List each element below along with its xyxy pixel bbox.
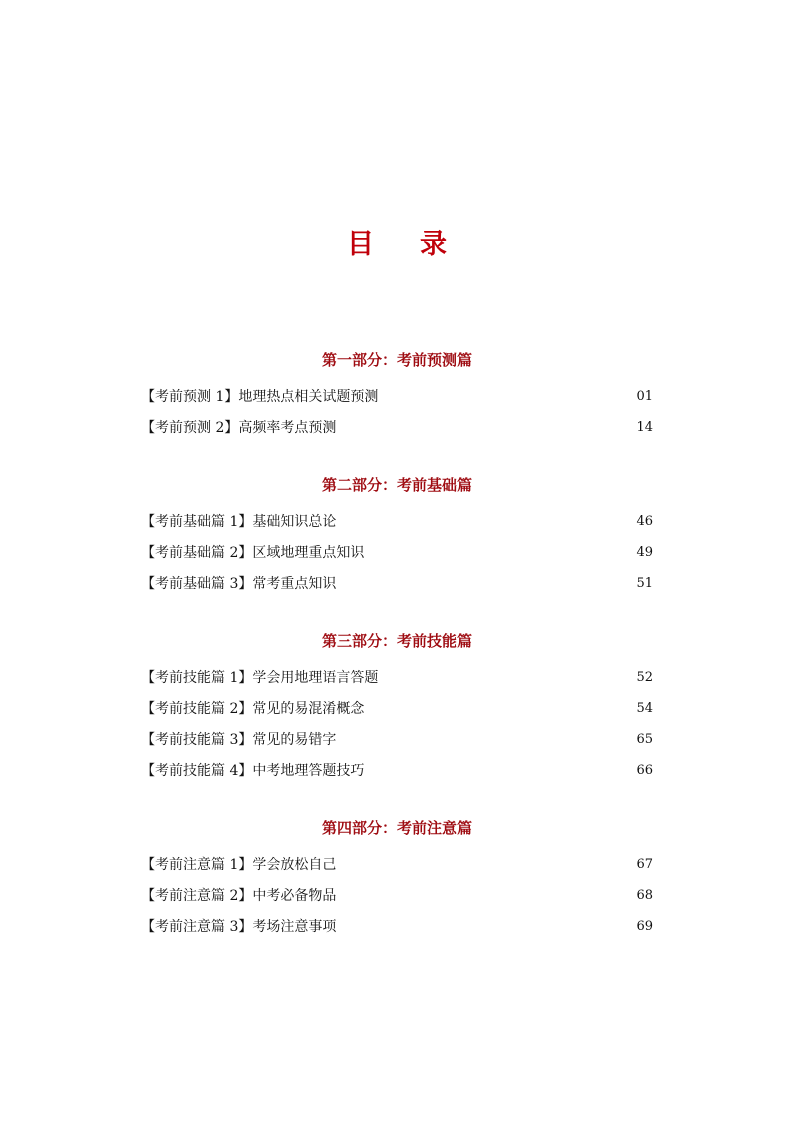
toc-entry[interactable] bbox=[141, 849, 653, 880]
toc-entry-label: 【考前注意篇 3】考场注意事项 bbox=[141, 918, 337, 935]
toc-entry[interactable] bbox=[141, 506, 653, 537]
toc-entry-page: 65 bbox=[636, 731, 653, 747]
toc-entry-label: 【考前技能篇 2】常见的易混淆概念 bbox=[141, 700, 365, 717]
toc-entry-page: 69 bbox=[636, 918, 653, 934]
page-title-char-2: 录 bbox=[420, 229, 447, 260]
toc-entry[interactable] bbox=[141, 880, 653, 911]
toc-entry[interactable] bbox=[141, 568, 653, 599]
toc-section-2 bbox=[141, 475, 653, 599]
toc-entry[interactable] bbox=[141, 537, 653, 568]
toc-entry-page: 49 bbox=[636, 544, 653, 560]
section-heading: 第三部分：考前技能篇 bbox=[321, 632, 472, 650]
section-heading: 第四部分：考前注意篇 bbox=[321, 819, 472, 837]
toc-entry-label: 【考前技能篇 1】学会用地理语言答题 bbox=[141, 669, 379, 686]
toc-entry[interactable] bbox=[141, 381, 653, 412]
toc-entry[interactable] bbox=[141, 755, 653, 786]
toc-entry-page: 46 bbox=[636, 513, 653, 529]
toc-entry[interactable] bbox=[141, 693, 653, 724]
toc-entry[interactable] bbox=[141, 724, 653, 755]
toc-entry-label: 【考前技能篇 4】中考地理答题技巧 bbox=[141, 762, 365, 779]
toc-entry-label: 【考前预测 1】地理热点相关试题预测 bbox=[141, 388, 379, 405]
toc-entry-page: 51 bbox=[636, 575, 653, 591]
toc-section-3 bbox=[141, 631, 653, 786]
toc-entry-label: 【考前注意篇 2】中考必备物品 bbox=[141, 887, 337, 904]
toc-entry-label: 【考前基础篇 2】区域地理重点知识 bbox=[141, 544, 365, 561]
section-heading: 第一部分：考前预测篇 bbox=[321, 351, 472, 369]
toc-entry-page: 52 bbox=[636, 669, 653, 685]
toc-entry[interactable] bbox=[141, 911, 653, 942]
toc-entry-label: 【考前预测 2】高频率考点预测 bbox=[141, 419, 337, 436]
toc-entry-page: 14 bbox=[636, 419, 653, 435]
toc-entry[interactable] bbox=[141, 662, 653, 693]
toc-entry-label: 【考前注意篇 1】学会放松自己 bbox=[141, 856, 337, 873]
section-heading: 第二部分：考前基础篇 bbox=[321, 476, 472, 494]
toc-entry-page: 67 bbox=[636, 856, 653, 872]
toc-entry-label: 【考前技能篇 3】常见的易错字 bbox=[141, 731, 337, 748]
toc-entry[interactable] bbox=[141, 412, 653, 443]
toc-section-1 bbox=[141, 350, 653, 443]
toc-entry-page: 54 bbox=[636, 700, 653, 716]
page-title-char-1: 目 bbox=[347, 229, 374, 260]
toc-entry-page: 66 bbox=[636, 762, 653, 778]
toc-entry-page: 01 bbox=[636, 388, 653, 404]
page-title bbox=[0, 222, 794, 261]
toc-section-4 bbox=[141, 818, 653, 942]
toc-entry-label: 【考前基础篇 3】常考重点知识 bbox=[141, 575, 337, 592]
toc-entry-page: 68 bbox=[636, 887, 653, 903]
toc-entry-label: 【考前基础篇 1】基础知识总论 bbox=[141, 513, 337, 530]
